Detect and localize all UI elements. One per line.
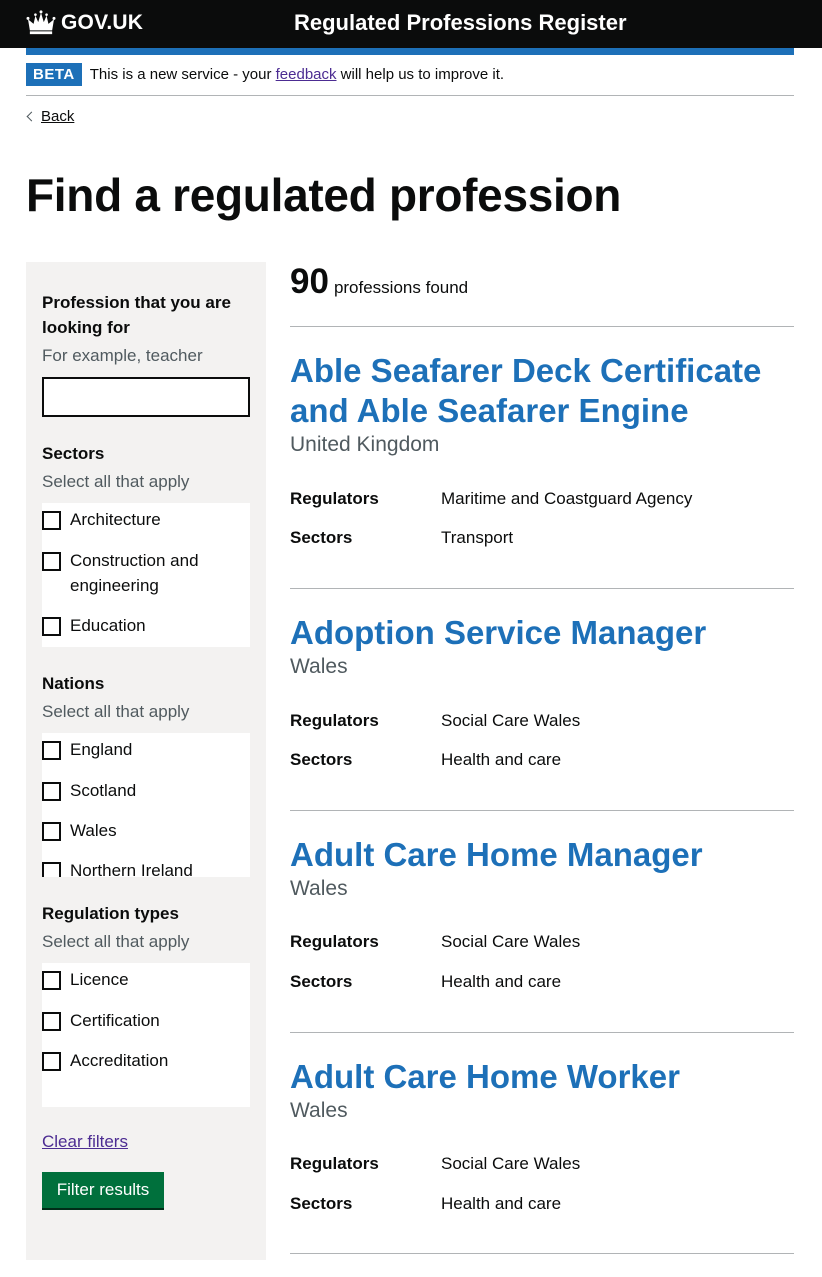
profession-title-link[interactable]: Able Seafarer Deck Certificate and Able Seafarer Engine [290,352,762,429]
sectors-value: Health and care [441,1194,562,1213]
results-count-label: professions found [333,278,469,297]
regulators-value: Social Care Wales [441,711,581,730]
profession-nation: Wales [290,877,348,900]
regtype-checkbox-certification[interactable] [42,1012,240,1033]
sectors-key: Sectors [290,972,353,991]
checkbox-label: Northern Ireland [70,861,193,877]
nations-hint: Select all that apply [42,702,190,721]
sector-checkbox-architecture[interactable] [42,511,240,532]
keyword-label: Profession that you are looking for [42,293,231,337]
sector-checkbox-education[interactable] [42,617,240,638]
keyword-input[interactable] [42,377,250,417]
checkbox-icon[interactable] [42,511,61,530]
govuk-logo-link[interactable] [26,8,143,38]
chevron-left-icon [27,112,37,122]
checkbox-label: Education [70,616,146,635]
nation-checkbox-scotland[interactable] [42,782,240,803]
beta-tag: BETA [26,63,82,86]
checkbox-label: Scotland [70,781,137,800]
sectors-checkbox-list [42,503,250,647]
results-divider [290,326,794,327]
results-divider [290,810,794,811]
phase-text: This is a new service - your feedback will help us to improve it. [89,66,505,83]
checkbox-label: Construction and engineering [70,551,199,595]
regulators-key: Regulators [290,711,379,730]
profession-title-link[interactable]: Adult Care Home Worker [290,1058,680,1095]
sectors-label: Sectors [42,444,105,463]
sectors-key: Sectors [290,1194,353,1213]
filter-sidebar [26,262,266,1260]
results-count-number: 90 [290,262,329,301]
results-divider [290,588,794,589]
regulators-value: Maritime and Coastguard Agency [441,489,693,508]
results-divider [290,1253,794,1254]
service-name[interactable]: Regulated Professions Register [294,10,627,35]
checkbox-icon[interactable] [42,822,61,841]
regulators-value: Social Care Wales [441,932,581,951]
checkbox-label: Wales [70,821,117,840]
header-blue-bar [26,48,794,55]
profession-title-link[interactable]: Adult Care Home Manager [290,836,703,873]
regulators-value: Social Care Wales [441,1154,581,1173]
regulators-key: Regulators [290,1154,379,1173]
regulation-types-checkbox-list [42,963,250,1107]
sectors-hint: Select all that apply [42,472,190,491]
regulators-key: Regulators [290,932,379,951]
regulation-types-label: Regulation types [42,904,179,923]
regtype-checkbox-licence[interactable] [42,971,240,992]
profession-nation: United Kingdom [290,433,440,456]
regulation-types-hint: Select all that apply [42,932,190,951]
checkbox-icon[interactable] [42,741,61,760]
results-count [290,262,468,302]
phase-banner [26,63,794,96]
sector-checkbox-construction[interactable] [42,552,240,598]
back-link-wrapper [26,108,74,125]
checkbox-icon[interactable] [42,1012,61,1031]
profession-nation: Wales [290,1099,348,1122]
checkbox-label: England [70,740,133,759]
profession-title-link[interactable]: Adoption Service Manager [290,614,707,651]
sectors-value: Health and care [441,750,562,769]
nation-checkbox-wales[interactable] [42,822,240,843]
checkbox-label: Certification [70,1011,160,1030]
nations-checkbox-list [42,733,250,877]
keyword-hint: For example, teacher [42,346,203,365]
regulators-key: Regulators [290,489,379,508]
nations-label: Nations [42,674,105,693]
checkbox-icon[interactable] [42,862,61,877]
checkbox-icon[interactable] [42,617,61,636]
checkbox-icon[interactable] [42,1052,61,1071]
checkbox-label: Accreditation [70,1051,169,1070]
sectors-key: Sectors [290,528,353,547]
profession-nation: Wales [290,655,348,678]
sectors-value: Health and care [441,972,562,991]
logo-text: GOV.UK [61,11,144,34]
checkbox-icon[interactable] [42,552,61,571]
page-title: Find a regulated profession [26,169,622,221]
clear-filters-link[interactable]: Clear filters [42,1132,128,1151]
feedback-link[interactable]: feedback [275,66,337,83]
sectors-value: Transport [441,528,514,547]
regtype-checkbox-accreditation[interactable] [42,1052,240,1073]
checkbox-icon[interactable] [42,782,61,801]
nation-checkbox-england[interactable] [42,741,240,762]
results-divider [290,1032,794,1033]
sectors-key: Sectors [290,750,353,769]
checkbox-label: Architecture [70,510,161,529]
site-header [0,0,822,48]
nation-checkbox-northern-ireland[interactable] [42,862,240,877]
back-link[interactable]: Back [41,108,75,125]
filter-results-button[interactable]: Filter results [42,1172,164,1208]
checkbox-icon[interactable] [42,971,61,990]
crown-icon [26,10,56,36]
checkbox-label: Licence [70,970,129,989]
